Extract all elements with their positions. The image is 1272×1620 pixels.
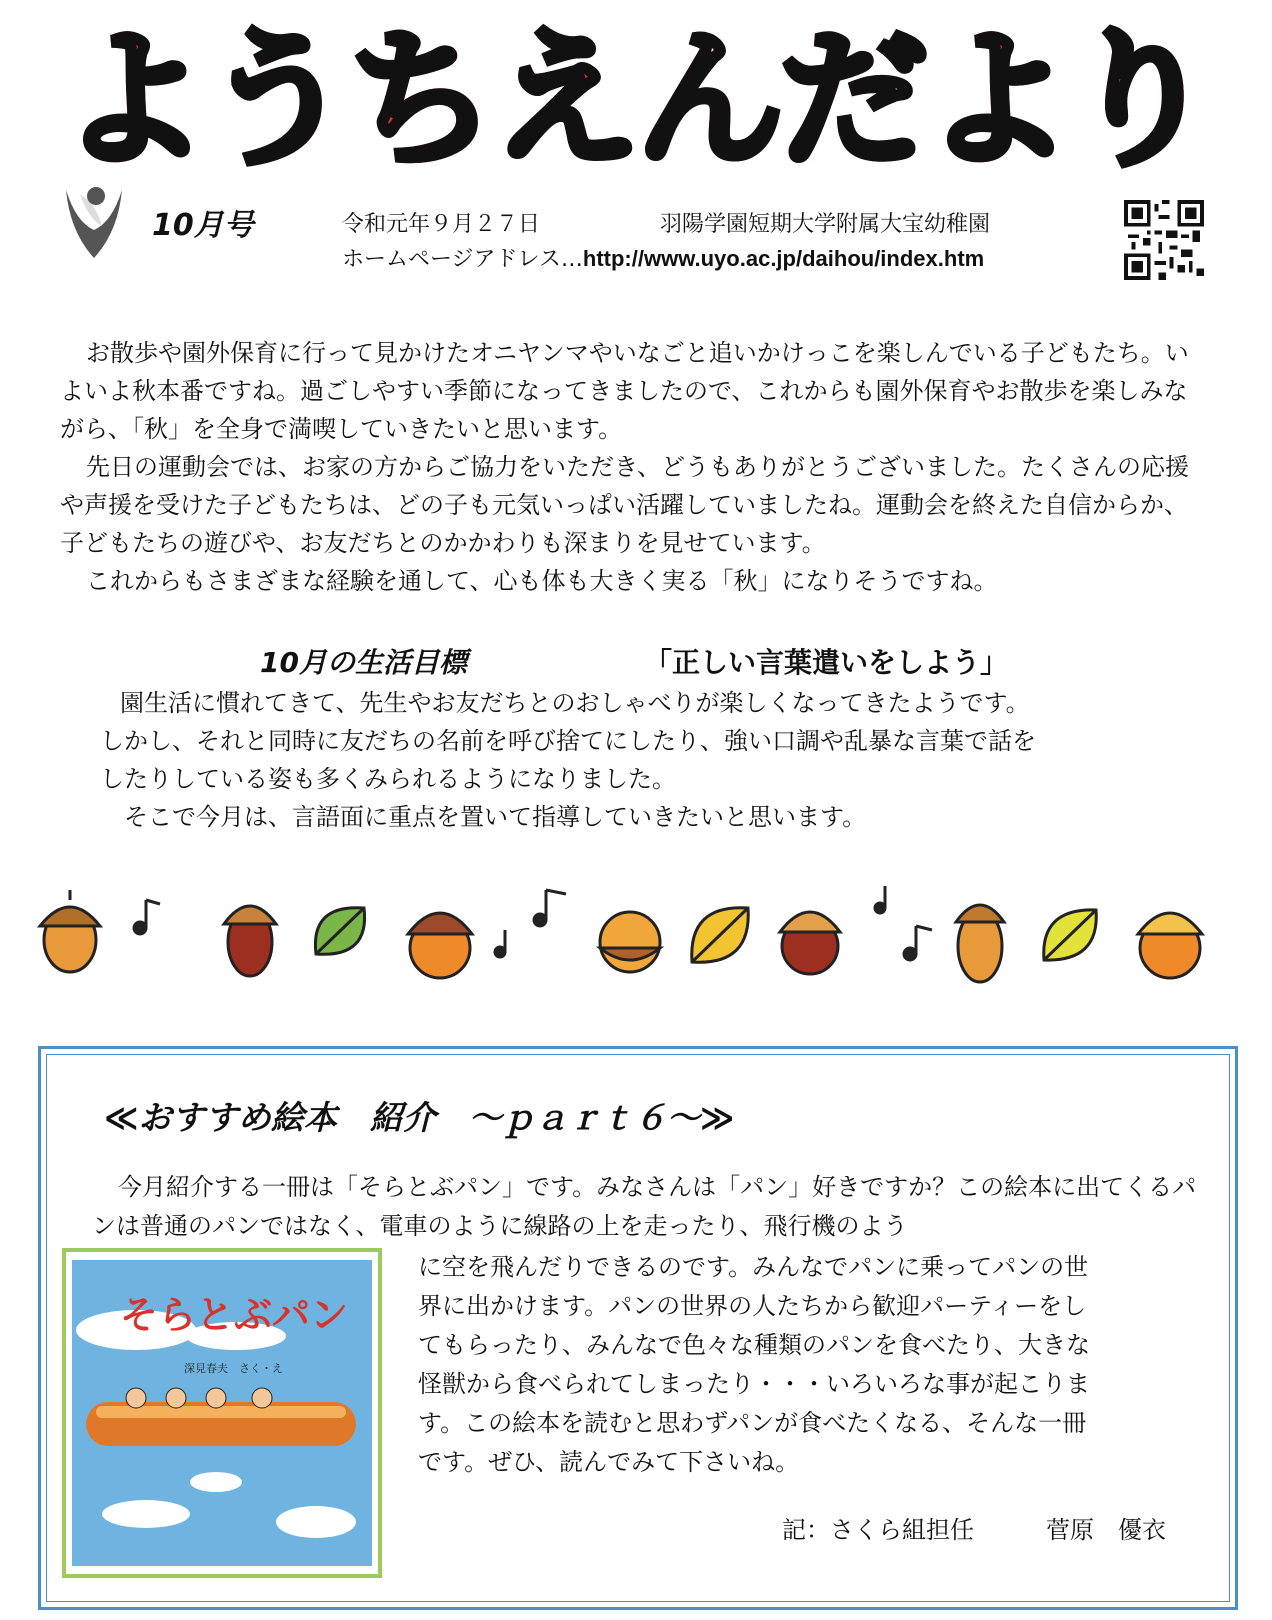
issue-date: 令和元年９月２７日 — [342, 212, 541, 237]
picture-book-text-top: 今月紹介する一冊は「そらとぶパン」です。みなさんは「パン」好きですか？この絵本に出てくるパンは普通のパンではなく、電車のように線路の上を走ったり、飛行機のよう — [92, 1173, 1197, 1240]
acorn-icon — [956, 905, 1004, 982]
goal-heading: 10月の生活目標 — [260, 646, 467, 679]
picture-book-line-3: てもらったり、みんなで色々な種類のパンを食べたり、大きな — [418, 1331, 1090, 1359]
url-link[interactable]: http://www.uyo.ac.jp/daihou/index.htm — [582, 246, 985, 271]
book-cover-image — [62, 1248, 382, 1578]
picture-book-line-4: 怪獣から食べられてしまったり・・・いろいろな事が起こりま — [418, 1370, 1090, 1398]
leaf-icon — [692, 908, 749, 963]
homepage-address — [342, 242, 984, 273]
acorn-icon — [40, 890, 100, 972]
goal-text: 「正しい言葉遣いをしよう」 — [644, 646, 1009, 679]
goal-line-4: そこで今月は、言語面に重点を置いて指導していきたいと思います。 — [100, 803, 867, 831]
goal-line-2: しかし、それと同時に友だちの名前を呼び捨てにしたり、強い口調や乱暴な言葉で話を — [100, 727, 1036, 755]
picture-book-intro — [92, 1168, 1212, 1246]
book-cover-illustration — [66, 1252, 378, 1574]
acorn-icon — [408, 913, 472, 978]
music-note-icon — [134, 900, 160, 934]
acorn-icon — [600, 912, 660, 972]
picture-book-heading: ≪おすすめ絵本 紹介 ～ｐａｒｔ６～≫ — [104, 1098, 735, 1137]
leaf-icon — [315, 908, 364, 955]
author-signature: 記：さくら組担任 菅原 優衣 — [782, 1516, 1166, 1544]
intro-paragraph-3: これからもさまざまな経験を通して、心も体も大きく実る「秋」になりそうですね。 — [86, 567, 998, 595]
picture-book-line-6: です。ぜひ、読んでみて下さいね。 — [418, 1448, 800, 1476]
acorn-icon — [1138, 913, 1202, 978]
issue-label: 10月号 — [152, 208, 254, 243]
picture-book-description — [418, 1248, 1208, 1482]
music-note-icon — [495, 890, 566, 957]
school-name: 羽陽学園短期大学附属大宝幼稚園 — [660, 212, 991, 237]
acorn-icon — [224, 906, 276, 976]
picture-book-line-5: す。この絵本を読むと思わずパンが食べたくなる、そんな一冊 — [418, 1409, 1087, 1437]
book-cover-title: そらとぶパン — [120, 1293, 349, 1337]
picture-book-line-2: 界に出かけます。パンの世界の人たちから歓迎パーティーをし — [418, 1292, 1087, 1320]
picture-book-line-1: に空を飛んだりできるのです。みんなでパンに乗ってパンの世 — [418, 1253, 1089, 1281]
newsletter-title: ようちえんだより — [0, 0, 1272, 175]
book-cover-author: 深見春夫 さく・え — [184, 1362, 283, 1375]
school-logo-icon — [62, 182, 126, 262]
leaf-icon — [1044, 910, 1097, 960]
url-label: ホームページアドレス… — [342, 247, 583, 272]
music-note-icon — [875, 886, 932, 960]
intro-paragraph-2: 先日の運動会では、お家の方からご協力をいただき、どうもありがとうございました。たくさんの応援や声援を受けた子どもたちは、どの子も元気いっぱい活躍していましたね。運動会を終えた自信からか、子どもたちの遊びや、お友だちとのかかわりも深まりを見せています。 — [60, 453, 1190, 557]
acorn-icon — [780, 912, 840, 974]
goal-description — [100, 684, 1200, 836]
acorn-decoration — [30, 868, 1242, 998]
goal-line-3: したりしている姿も多くみられるようになりました。 — [100, 765, 676, 793]
qr-code-icon[interactable] — [1124, 200, 1204, 280]
goal-line-1: 園生活に慣れてきて、先生やお友だちとのおしゃべりが楽しくなってきたようです。 — [120, 689, 1030, 717]
intro-text — [60, 334, 1210, 600]
intro-paragraph-1: お散歩や園外保育に行って見かけたオニヤンマやいなごと追いかけっこを楽しんでいる子どもたち。いよいよ秋本番ですね。過ごしやすい季節になってきましたので、これからも園外保育やお散歩を楽しみながら、「秋」を全身で満喫していきたいと思います。 — [60, 339, 1189, 443]
